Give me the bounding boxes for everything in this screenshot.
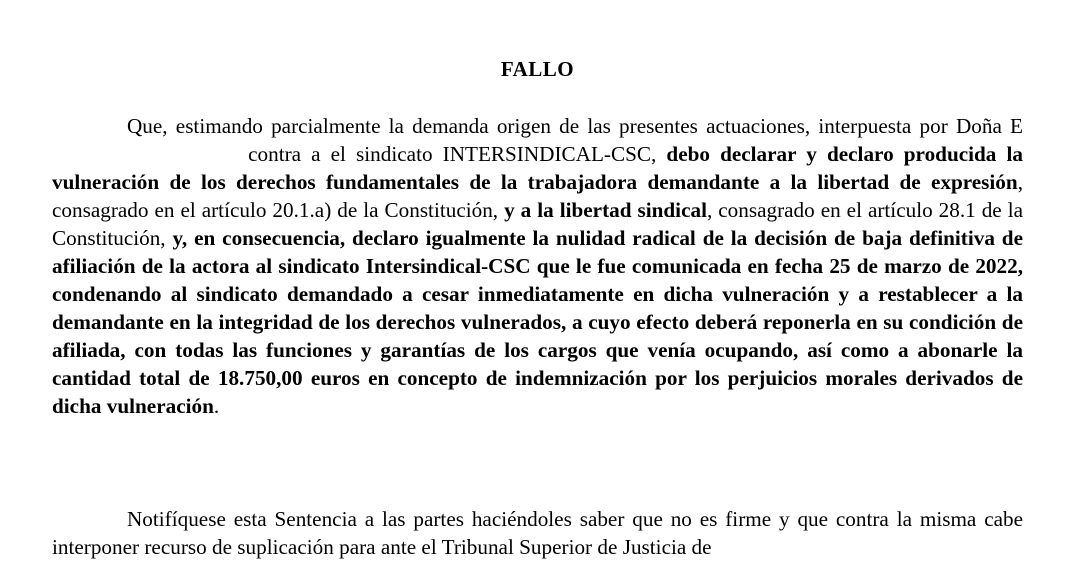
- ruling-text-defendant: contra a el sindicato INTERSINDICAL-CSC,: [238, 142, 667, 166]
- ruling-text-nullity: y, en consecuencia, declaro igualmente la nulidad radical de la decisión de baja definitiva de afiliación de la actora al sindicato Intersindical-CSC que le fue comunicada en fecha 25 de marzo de 2022, condenando al sindicato demandado a cesar inmediatamente en dicha vulneración y a restablecer a la demandante en la integridad de los derechos vulnerados, a cuyo efecto deberá reponerla en su condición de afiliada, con todas las funciones y garantías de los cargos que venía ocupando, así como a abonarle la cantidad total de 18.750,00 euros en concepto de indemnización por los perjuicios morales derivados de dicha vulneración: [52, 226, 1023, 418]
- redacted-name: [52, 144, 238, 164]
- notification-text: Notifíquese esta Sentencia a las partes haciéndoles saber que no es firme y que contra la misma cabe interponer recurso de suplicación para ante el Tribunal Superior de Justicia de: [52, 507, 1023, 559]
- ruling-text-intro: Que, estimando parcialmente la demanda origen de las presentes actuaciones, interpuesta por Doña E: [127, 114, 1023, 138]
- ruling-text-union-freedom: y a la libertad sindical: [504, 198, 707, 222]
- ruling-text-article-20: , consagrado en el artículo 20.1.a) de la Constitución,: [52, 170, 1023, 222]
- ruling-text-article-28: , consagrado en el artículo 28.1 de la Constitución,: [52, 198, 1023, 250]
- ruling-text-end: .: [213, 394, 220, 418]
- ruling-text-declaration: debo declarar y declaro producida la vulneración de los derechos fundamentales de la trabajadora demandante a la libertad de expresión: [52, 142, 1023, 194]
- ruling-paragraph: [52, 112, 1023, 420]
- notification-paragraph: [52, 505, 1023, 561]
- document-title: FALLO: [500, 57, 575, 81]
